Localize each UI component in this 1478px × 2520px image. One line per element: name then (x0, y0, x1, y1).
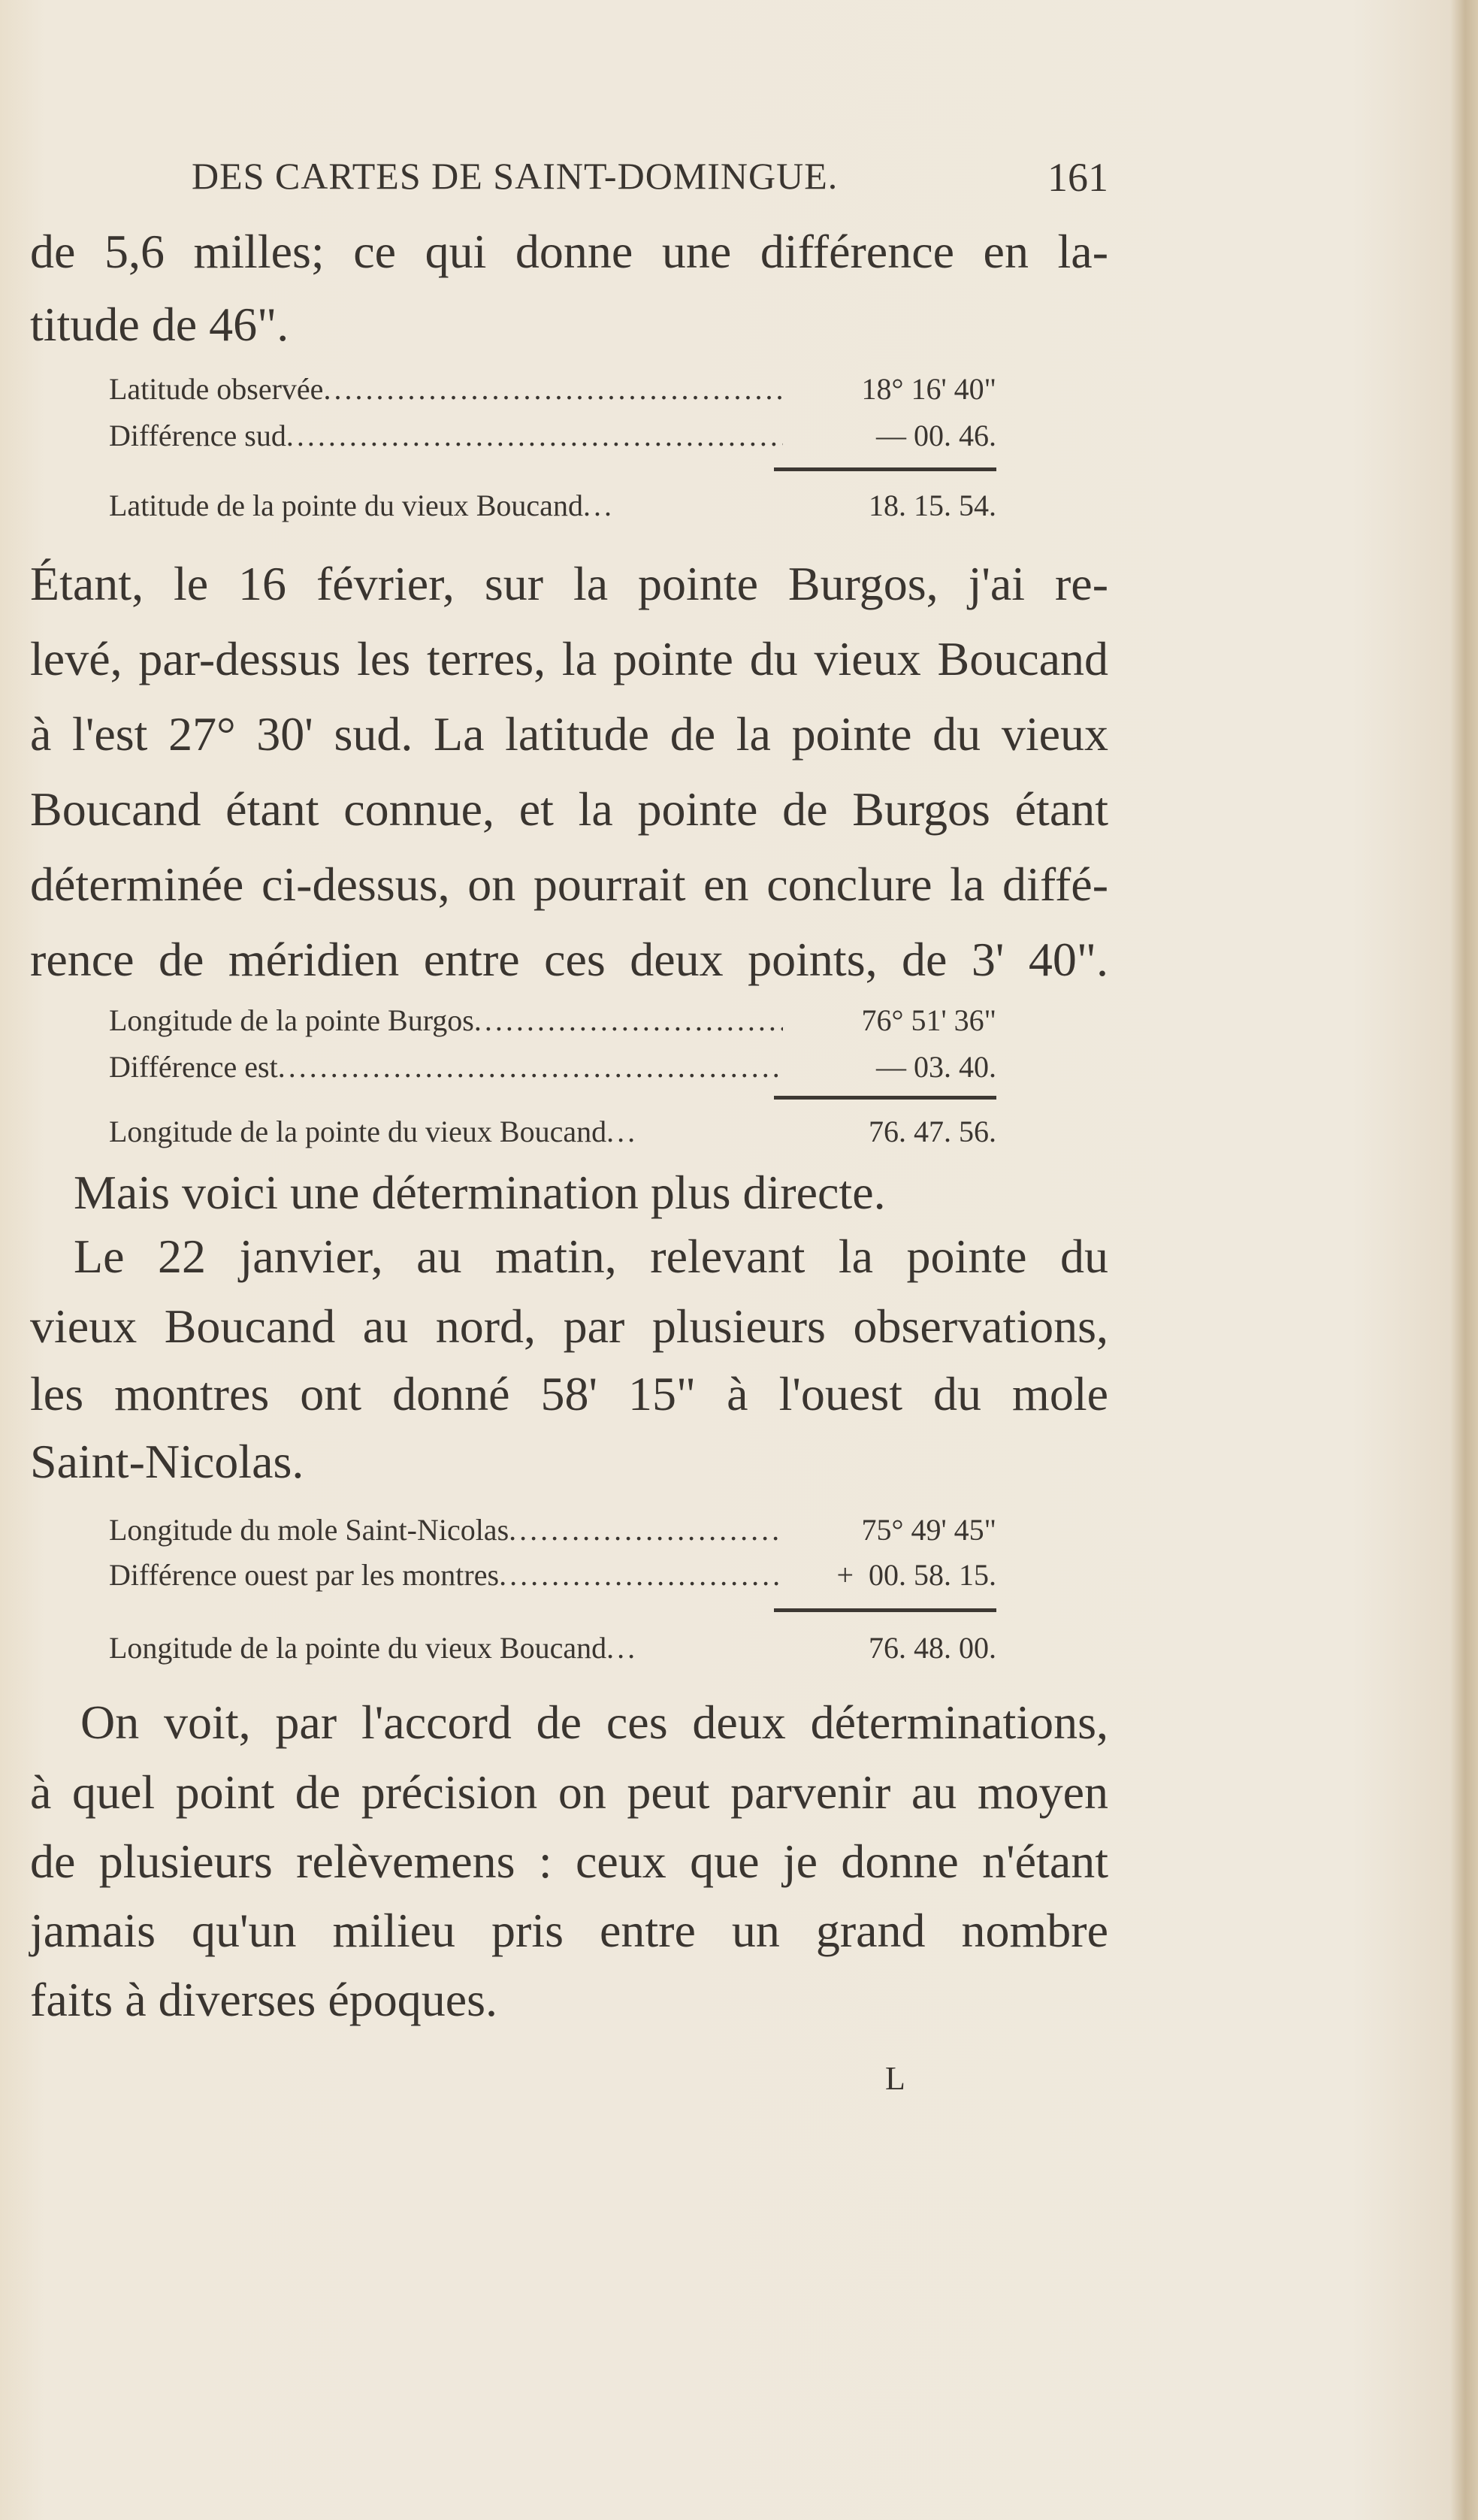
signature-mark: L (885, 2060, 905, 2097)
row-label: Latitude observée (109, 372, 324, 406)
text-line: vieux Boucand au nord, par plusieurs observations, (30, 1299, 1108, 1353)
row-label: Différence est (109, 1050, 278, 1084)
table-result (109, 485, 996, 527)
row-label: Différence sud (109, 419, 286, 452)
page-header (30, 154, 1108, 214)
row-label: Longitude de la pointe Burgos (109, 1003, 474, 1037)
row-value: 76° 51' 36" (861, 1003, 996, 1037)
text-line: jamais qu'un milieu pris entre un grand nombre (30, 1904, 1108, 1957)
table-result (109, 1111, 996, 1153)
table-row (109, 415, 996, 457)
sum-rule (774, 467, 996, 471)
table-row (109, 368, 996, 410)
table-row (109, 1046, 996, 1088)
text-line: levé, par-dessus les terres, la pointe du vieux Boucand (30, 632, 1108, 685)
text-line: Le 22 janvier, au matin, relevant la pointe du (74, 1230, 1108, 1283)
table-row (109, 1554, 996, 1596)
row-value: 76. 47. 56. (869, 1115, 996, 1148)
table-row (109, 1509, 996, 1551)
table-result (109, 1627, 996, 1669)
text-line: déterminée ci-dessus, on pourrait en conclure la diffé- (30, 858, 1108, 911)
row-value: + 00. 58. 15. (836, 1558, 996, 1592)
row-value: — 00. 46. (876, 419, 996, 452)
text-line: Étant, le 16 février, sur la pointe Burgos, j'ai re- (30, 557, 1108, 610)
table-row (109, 1000, 996, 1042)
text-line: rence de méridien entre ces deux points, de 3' 40". (30, 933, 1108, 986)
page-number: 161 (1047, 155, 1108, 200)
row-value: 76. 48. 00. (869, 1631, 996, 1665)
text-line: les montres ont donné 58' 15" à l'ouest du mole (30, 1367, 1108, 1420)
running-title: DES CARTES DE SAINT-DOMINGUE. (192, 155, 839, 197)
text-line: à quel point de précision on peut parvenir au moyen (30, 1765, 1108, 1819)
row-label: Longitude de la pointe du vieux Boucand (109, 1631, 607, 1665)
sum-rule (774, 1096, 996, 1100)
row-label: Différence ouest par les montres (109, 1558, 500, 1592)
row-value: 75° 49' 45" (861, 1513, 996, 1547)
text-line: de 5,6 milles; ce qui donne une différence en la- (30, 225, 1108, 278)
text-line: Saint-Nicolas. (30, 1435, 304, 1488)
text-line: titude de 46". (30, 298, 289, 351)
row-value: 18° 16' 40" (861, 372, 996, 406)
row-label: Latitude de la pointe du vieux Boucand (109, 489, 583, 522)
text-line: Boucand étant connue, et la pointe de Burgos étant (30, 782, 1108, 836)
text-line: de plusieurs relèvemens : ceux que je donne n'étant (30, 1835, 1108, 1888)
text-line: à l'est 27° 30' sud. La latitude de la pointe du vieux (30, 707, 1108, 761)
row-value: 18. 15. 54. (869, 489, 996, 522)
row-label: Longitude du mole Saint-Nicolas (109, 1513, 509, 1547)
sum-rule (774, 1608, 996, 1612)
text-line: On voit, par l'accord de ces deux déterminations, (80, 1696, 1108, 1749)
row-label: Longitude de la pointe du vieux Boucand (109, 1115, 607, 1148)
text-line: faits à diverses époques. (30, 1973, 498, 2026)
row-value: — 03. 40. (876, 1050, 996, 1084)
text-line: Mais voici une détermination plus directe. (74, 1166, 886, 1219)
